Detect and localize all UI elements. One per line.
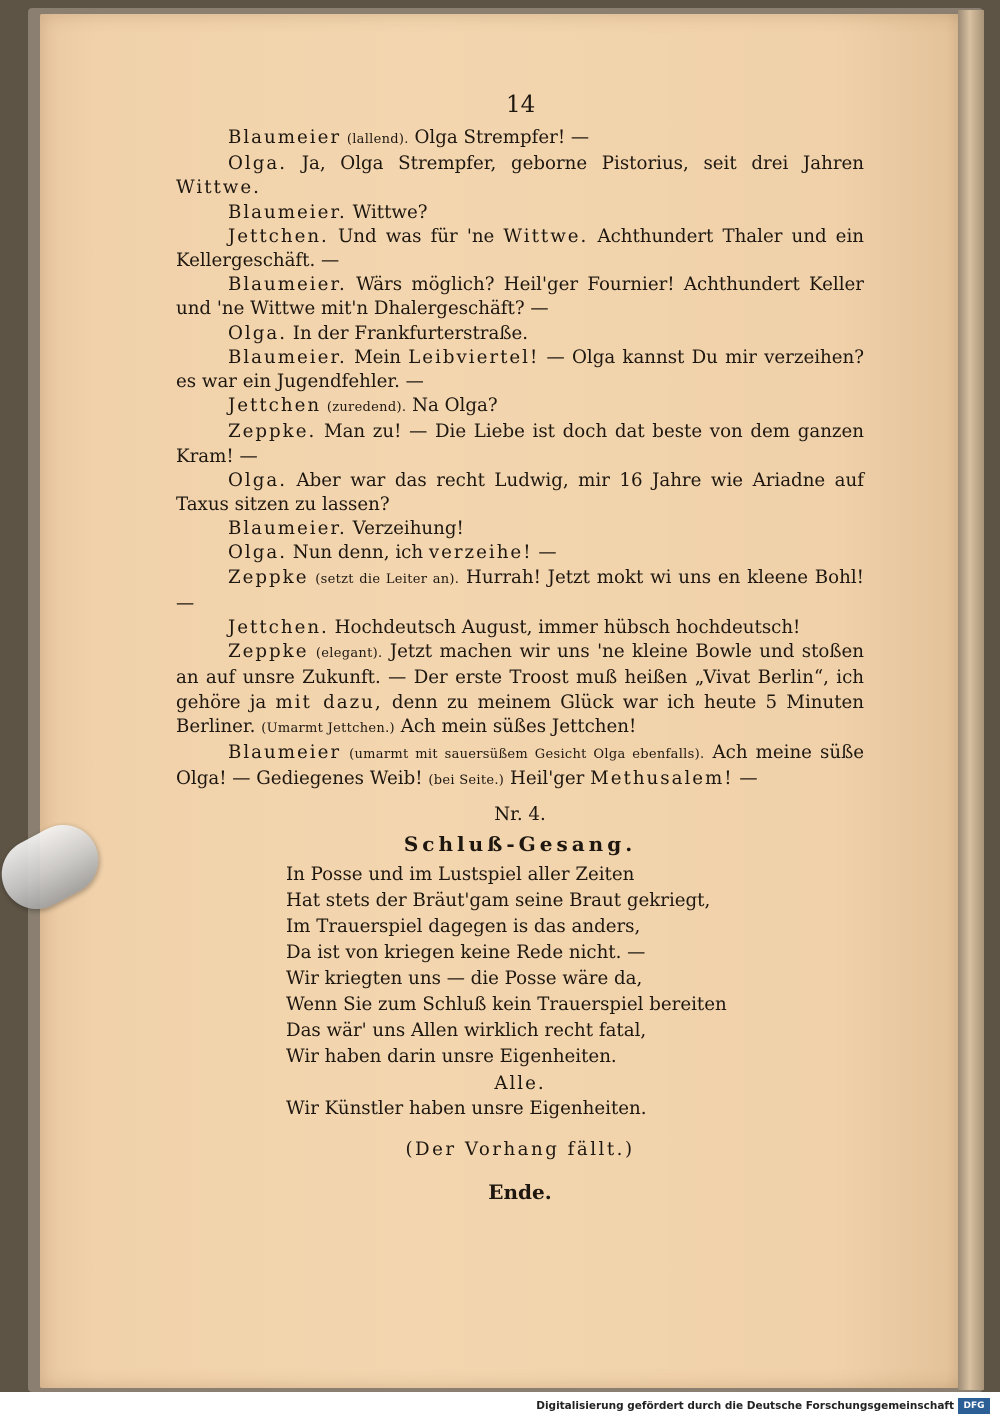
speaker-name: Blaumeier. bbox=[228, 518, 347, 540]
dialogue-line bbox=[176, 322, 864, 346]
dialogue-line bbox=[176, 126, 864, 152]
dialogue-line bbox=[176, 741, 864, 793]
verse-line: Im Trauerspiel dagegen is das anders, bbox=[286, 915, 641, 937]
dialogue-line bbox=[176, 420, 864, 468]
speaker-name: Zeppke bbox=[228, 566, 309, 588]
speaker-name: Blaumeier. bbox=[228, 346, 347, 368]
chorus-label: Alle. bbox=[494, 1072, 546, 1094]
dialogue-line bbox=[176, 566, 864, 616]
dialogue-text: Hochdeutsch August, immer hübsch hochdeutsch! bbox=[334, 617, 801, 639]
dialogue-text: Wittwe? bbox=[352, 201, 428, 223]
dialogue-text: Ach meine süße Olga! — Gediegenes Weib! bbox=[176, 742, 864, 790]
dialogue-text: Na Olga? bbox=[412, 395, 498, 417]
dialogue-line bbox=[176, 517, 864, 541]
speaker-name: Blaumeier bbox=[228, 742, 342, 764]
speaker-name: Zeppke bbox=[228, 641, 309, 663]
stage-direction: (bei Seite.) bbox=[428, 773, 505, 789]
speaker-name: Jettchen bbox=[228, 395, 322, 417]
dialogue-line bbox=[176, 346, 864, 394]
dialogue-line bbox=[176, 201, 864, 225]
dialogue-text: Heil'ger bbox=[509, 768, 585, 790]
verse-line: Da ist von kriegen keine Rede nicht. — bbox=[286, 941, 646, 963]
dialogue-line bbox=[176, 225, 864, 273]
speaker-name: Jettchen. bbox=[228, 225, 329, 247]
verse-line: In Posse und im Lustspiel aller Zeiten bbox=[286, 863, 635, 885]
dialogue-line bbox=[176, 541, 864, 565]
dialogue-line bbox=[176, 273, 864, 321]
dfg-logo: DFG bbox=[958, 1398, 990, 1414]
dialogue-text: Man zu! — Die Liebe ist doch dat beste von dem ganzen Kram! — bbox=[176, 421, 864, 467]
dialogue-text: Nun denn, ich bbox=[292, 542, 424, 564]
ende-label: Ende. bbox=[488, 1180, 552, 1205]
verse-line: Wir kriegten uns — die Posse wäre da, bbox=[286, 967, 643, 989]
verse-line: Wenn Sie zum Schluß kein Trauerspiel bereiten bbox=[286, 993, 727, 1015]
emphasis-text: mit dazu, bbox=[275, 691, 383, 713]
emphasis-text: Wittwe. bbox=[176, 177, 261, 199]
dialogue-text: — Olga kannst Du mir verzeihen? es war ein Jugendfehler. — bbox=[176, 346, 864, 393]
verse-line: Das wär' uns Allen wirklich recht fatal, bbox=[286, 1019, 647, 1041]
speaker-name: Olga. bbox=[228, 322, 287, 344]
dialogue-text: denn zu meinem Glück war ich heute 5 Minuten Berliner. bbox=[176, 691, 864, 737]
dialogue-line bbox=[176, 640, 864, 741]
speaker-name: Zeppke. bbox=[228, 421, 317, 443]
speaker-name: Olga. bbox=[228, 153, 287, 175]
dialogue-line bbox=[176, 394, 864, 420]
dialogue-line bbox=[176, 469, 864, 517]
stage-direction: (zuredend). bbox=[326, 400, 407, 416]
stage-direction: (elegant). bbox=[315, 646, 383, 662]
speaker-name: Olga. bbox=[228, 469, 287, 491]
chorus-line: Wir Künstler haben unsre Eigenheiten. bbox=[286, 1098, 647, 1120]
verse-line: Hat stets der Bräut'gam seine Braut gekriegt, bbox=[286, 889, 711, 911]
speaker-name: Blaumeier. bbox=[228, 201, 347, 223]
emphasis-text: verzeihe! bbox=[428, 542, 533, 564]
song-number: Nr. 4. bbox=[494, 804, 546, 826]
dialogue-text: Verzeihung! bbox=[352, 518, 464, 540]
dialogue-line bbox=[176, 152, 864, 200]
stage-direction: (umarmt mit sauersüßem Gesicht Olga ebenfalls). bbox=[349, 747, 705, 763]
dialogue-text: — bbox=[739, 768, 758, 790]
speaker-name: Jettchen. bbox=[228, 617, 329, 639]
dialogue-text: Aber war das recht Ludwig, mir 16 Jahre wie Ariadne auf Taxus sitzen zu lassen? bbox=[176, 469, 864, 516]
verse-line: Wir haben darin unsre Eigenheiten. bbox=[286, 1045, 617, 1067]
stage-direction: (lallend). bbox=[346, 132, 409, 147]
speaker-name: Blaumeier bbox=[228, 127, 342, 148]
speaker-name: Olga. bbox=[228, 542, 287, 564]
dialogue-text: Jetzt machen wir uns 'ne kleine Bowle und stoßen an auf unsre Zukunft. — Der erste Troost muß heißen „Vivat Berlin“, ich gehöre ja bbox=[176, 641, 864, 713]
dialogue-text: In der Frankfurterstraße. bbox=[292, 322, 529, 344]
dialogue-text: Achthundert Thaler und ein Kellergeschäft. — bbox=[176, 225, 864, 272]
page-body bbox=[176, 126, 864, 1205]
speaker-name: Blaumeier. bbox=[228, 274, 347, 296]
emphasis-text: Leibviertel! bbox=[408, 346, 540, 368]
final-stage-direction: (Der Vorhang fällt.) bbox=[405, 1139, 635, 1161]
dialogue-text: Wärs möglich? Heil'ger Fournier! Achthundert Keller und 'ne Wittwe mit'n Dhalergeschäft? — bbox=[176, 274, 864, 320]
dialogue-text: Und was für 'ne bbox=[337, 225, 495, 247]
dialogue-text: Hurrah! Jetzt mokt wi uns en kleene Bohl! — bbox=[176, 566, 864, 614]
page-number: 14 bbox=[506, 92, 536, 118]
dialogue-text: Olga Strempfer! — bbox=[414, 127, 590, 148]
song-title: Schluß-Gesang. bbox=[403, 831, 637, 856]
dialogue-text: Mein bbox=[354, 346, 401, 368]
emphasis-text: Wittwe. bbox=[503, 225, 589, 247]
dialogue-text: Ja, Olga Strempfer, geborne Pistorius, seit drei Jahren bbox=[301, 153, 864, 175]
dialogue-line bbox=[176, 616, 864, 640]
stage-direction: (setzt die Leiter an). bbox=[315, 571, 460, 587]
stage-direction: (Umarmt Jettchen.) bbox=[261, 720, 395, 736]
emphasis-text: Methusalem! bbox=[590, 768, 734, 790]
book-gutter bbox=[958, 10, 984, 1390]
credit-line: Digitalisierung gefördert durch die Deutsche Forschungsgemeinschaft bbox=[536, 1400, 954, 1412]
song-verse bbox=[286, 862, 864, 1070]
dialogue-text: — bbox=[538, 542, 557, 564]
dialogue-text: Ach mein süßes Jettchen! bbox=[400, 715, 637, 737]
